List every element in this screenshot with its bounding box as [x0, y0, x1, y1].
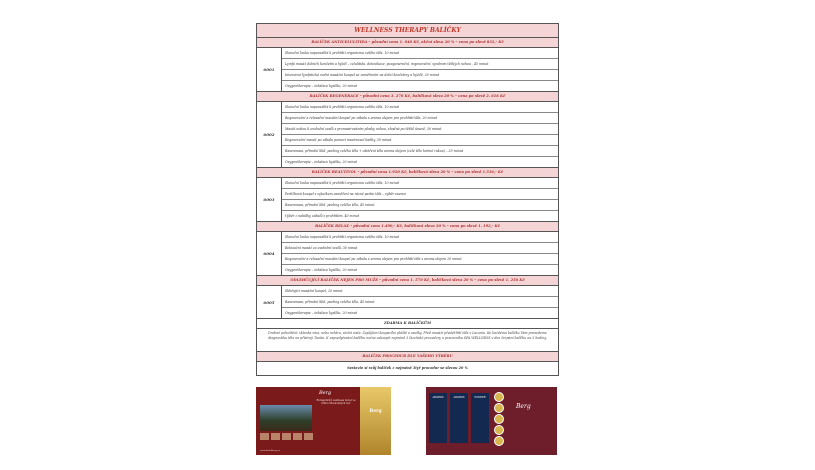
award-banner — [471, 393, 489, 443]
package-header: ODLEHČUJÍCÍ BALÍČEK NEJEN PRO MUŽE – původní cena 1. 570 Kč, balíčková sleva 20 % – cena po slevě 1. 256 Kč — [257, 276, 558, 286]
package-item: Výběr z nabídky zábalů s prohřátím, 40 minut — [285, 214, 359, 218]
hotel-photo — [260, 405, 312, 431]
package-header: BALÍČEK RELAX – původní cena 1.490,- Kč, balíčková sleva 20 % – cena po slevě 1. 192,- Kč — [257, 222, 558, 232]
package-item: Rasenmass, přírodní klid, peeling celého těla, 45 minut — [282, 200, 558, 211]
package-item: Regenerační a relaxační masážní koupel po zábalu s aroma olejem pro prohřátí těla s aroma olejem 20 minut — [282, 254, 558, 265]
package-item: Oxygentherapie – inhalace kyslíku, 20 minut — [285, 160, 357, 164]
package-6001 — [257, 38, 558, 92]
package-item: Regenerační masáž po zábalu pomocí masírovací baňky, 30 minut — [282, 135, 558, 146]
award-label: AWARDS — [453, 396, 465, 399]
package-item: Slibčující masážní koupel, 20 minut — [282, 286, 558, 297]
package-6004 — [257, 222, 558, 276]
free-section-header: ZDARMA K BALÍČKŮM — [257, 319, 558, 329]
package-item: Rasenmass, přírodní klid, peeling celého těla + ošetření těla aroma olejem (celé tělo krémé rukou) – 35 minut — [282, 146, 558, 157]
free-section-text: Drobné pohoštění: sklenka vína, nebo nektru, stolní voda. Zapůjčení koupacího pláště a osušky. Před masáží předehřátí těla v Laconiu. Ke každému balíčku Vám pronedeme diagnostiku těla na přístroji Tanita. K zapsedytování balíčku nutno zakoupit nejméně 3 lázeňské procedury u pracovníka SPA WELLNESS v den čerpání balíčku na 3 hodiny. — [257, 329, 558, 352]
package-item: Regenerační a relaxační masážní koupel po zábalu s aroma olejem pro prohřátí těla, 20 minut — [282, 113, 558, 124]
package-item: Masáž nohou k uvolnění svalů s promasírováním plosky nohou, shodná po těžkě únavě, 30 minut — [282, 124, 558, 135]
custom-package-header: BALÍČEK PROCEDUR DLE VAŠEHO VÝBĚRU — [257, 352, 558, 362]
document-title: WELLNESS THERAPY BALÍČKY — [257, 24, 558, 38]
hotel-logo: Berg — [516, 403, 531, 410]
hotel-logo: Berg — [319, 390, 332, 396]
package-item: Oxygentherapie – inhalace kyslíku, 20 minut — [285, 84, 357, 88]
package-item: Slunoční louka napaneslhá k prohřátí organismu celého těla, 10 minut — [282, 178, 558, 189]
award-medals — [492, 391, 506, 447]
package-item: Perličková koupel s výtažkem zaměření na rázné partie těla – výběr esence — [282, 189, 558, 200]
package-item: Slunoční louka napaneslhá k prohřátí organismu celého těla, 10 minut — [282, 48, 558, 59]
gold-logo: Berg — [369, 409, 382, 414]
package-item: Relaxační masáž za uvolnění svalů, 30 minut — [282, 243, 558, 254]
package-item: Slunoční louka napaneslhá k prohřátí organismu celého těla, 10 minut — [282, 232, 558, 243]
package-code: 6004 — [257, 232, 282, 275]
package-code: 6005 — [257, 286, 282, 318]
custom-package-text: Sestavte si svůj balíček z nejméně 3tyř procedur se slevou 20 % — [347, 366, 468, 370]
package-6002 — [257, 92, 558, 168]
package-item: Slunoční louka napaneslhá k prohřátí organismu celého těla, 10 minut — [282, 102, 558, 113]
advert-footer: www.hotelberg.cz — [260, 449, 280, 452]
package-code: 6003 — [257, 178, 282, 221]
award-label: WINNER — [474, 396, 486, 399]
package-header: BALÍČEK REGENERACE – původní cena 3. 270 Kč, balíčková sleva 20 % – cena po slevě 2. 616 Kč — [257, 92, 558, 102]
price-list-document — [256, 23, 559, 376]
awards-advert-right — [426, 387, 557, 455]
award-label: AWARDS — [432, 396, 444, 399]
package-code: 6001 — [257, 48, 282, 91]
package-header: BALÍČEK ANTICELULITIDA – původní cena 1. 040 Kč, akční sleva 20 % – cena po slevě 832,- Kč — [257, 38, 558, 48]
award-banner — [450, 393, 468, 443]
hotel-slogan: Romantický wellness hotel ve lůžku Moravských hor — [316, 399, 356, 406]
package-6003 — [257, 168, 558, 222]
gold-panel — [360, 387, 391, 455]
package-item: Oxygentherapie – inhalace kyslíku, 20 minut — [285, 311, 357, 315]
package-item: Intenzivní lymfatická vodní masážní koupel se zaměřením na dolní končetiny a hýždě, 20 minut — [282, 70, 558, 81]
package-item: Rasenmass, přírodní klid, peeling celého těla, 45 minut — [282, 297, 558, 308]
package-code: 6002 — [257, 102, 282, 167]
photo-thumbnails — [260, 433, 313, 440]
package-item: Lymfo masáž dolních končetin a hýždí – celulitida, detoxikace, pougenerační, regenerační, syndrom těžkých nohou , 45 minut — [282, 59, 558, 70]
package-item: Oxygentherapie – inhalace kyslíku, 20 minut — [285, 268, 357, 272]
hotel-advert-left — [256, 387, 391, 455]
award-banner — [429, 393, 447, 443]
package-6005 — [257, 276, 558, 319]
package-header: BALÍČEK BEAUTIVOL – původní cena 1.920 Kč, balíčková sleva 20 % – cena po slevě 1.536,- Kč — [257, 168, 558, 178]
